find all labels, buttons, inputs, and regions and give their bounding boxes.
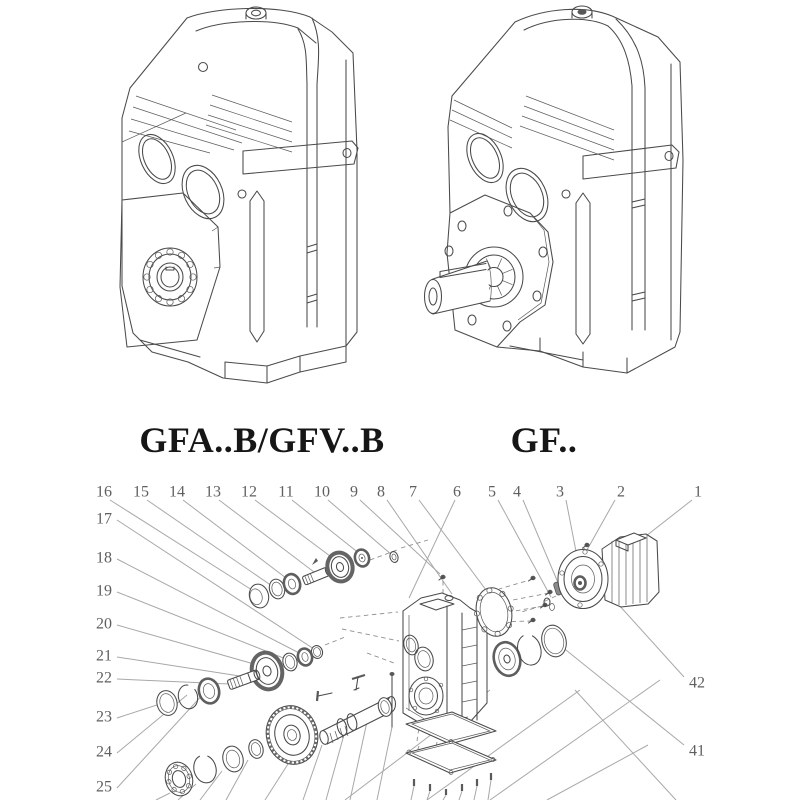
ball-bearing — [162, 759, 197, 799]
snap-ring — [176, 683, 201, 711]
oil-pan — [406, 740, 496, 775]
set-screw — [312, 558, 318, 565]
exploded-diagram — [96, 484, 705, 800]
leader-line-16 — [110, 500, 252, 590]
lower-bore — [174, 159, 232, 226]
callout-2: 2 — [617, 483, 625, 501]
callout-41: 41 — [689, 742, 705, 760]
callout-1: 1 — [694, 483, 702, 501]
callout-8: 8 — [377, 483, 385, 501]
callout-22: 22 — [96, 669, 112, 687]
output-bearing — [143, 248, 197, 306]
figure-right-label: GF.. — [510, 420, 578, 460]
exploded-parts — [154, 533, 659, 799]
leader-lines — [110, 500, 692, 788]
leader-line-8 — [387, 500, 452, 594]
upper-bore — [460, 128, 511, 189]
leader-line-13 — [219, 500, 314, 572]
bolt — [529, 618, 536, 623]
cooling-ribs — [129, 96, 242, 153]
leader-line-11 — [292, 500, 360, 554]
shim-ring — [538, 622, 569, 659]
mounting-strap — [583, 145, 679, 179]
callout-17: 17 — [96, 510, 112, 528]
callout-12: 12 — [241, 483, 257, 501]
leader-line-14 — [183, 500, 290, 581]
bearing — [490, 639, 524, 679]
leader-line-21 — [117, 657, 246, 677]
flange-hole — [199, 63, 208, 72]
leader-line-20 — [117, 625, 268, 668]
bolt — [529, 576, 536, 581]
end-cap — [247, 582, 272, 610]
callout-42: 42 — [689, 674, 705, 692]
callout-23: 23 — [96, 708, 112, 726]
leader-line-10 — [328, 500, 392, 555]
oil-seal — [154, 688, 180, 717]
callout-9: 9 — [350, 483, 358, 501]
front-strap — [307, 83, 317, 327]
callout-19: 19 — [96, 582, 112, 600]
washer — [389, 551, 400, 564]
bearing — [353, 548, 371, 568]
strap-bolt-hole — [343, 149, 351, 158]
leader-line-4 — [523, 500, 559, 585]
mounting-strap — [243, 141, 358, 174]
spacer-ring — [247, 738, 265, 760]
callout-5: 5 — [488, 483, 496, 501]
callout-10: 10 — [314, 483, 330, 501]
leader-line-15 — [147, 500, 272, 586]
callout-15: 15 — [133, 483, 149, 501]
callout-11: 11 — [278, 483, 294, 501]
pan-bolts — [414, 773, 491, 795]
callout-21: 21 — [96, 647, 112, 665]
leader-line-12 — [255, 500, 338, 562]
callout-18: 18 — [96, 549, 112, 567]
cooling-ribs — [450, 100, 512, 148]
callout-16: 16 — [96, 483, 112, 501]
dipstick-slot — [576, 193, 590, 344]
callout-24: 24 — [96, 743, 112, 761]
figure-solid-shaft-gearbox — [425, 6, 684, 373]
motor-unit — [558, 533, 659, 609]
washer — [550, 604, 555, 611]
leader-line-6 — [409, 500, 455, 598]
lower-bore — [498, 162, 556, 229]
figure-left-label: GFA..B/GFV..B — [139, 420, 385, 460]
leader-line-18 — [117, 559, 305, 656]
callout-25: 25 — [96, 778, 112, 796]
callout-3: 3 — [556, 483, 564, 501]
callout-20: 20 — [96, 615, 112, 633]
callout-13: 13 — [205, 483, 221, 501]
callout-14: 14 — [169, 483, 185, 501]
callout-4: 4 — [513, 483, 521, 501]
callout-7: 7 — [409, 483, 417, 501]
breather-plug — [352, 675, 365, 690]
dipstick-slot — [250, 191, 264, 342]
intermediate-pinion-shaft — [227, 669, 261, 690]
output-gear — [260, 700, 325, 770]
breather-plug — [317, 691, 332, 701]
callout-6: 6 — [453, 483, 461, 501]
figure-hollow-shaft-gearbox — [120, 7, 358, 383]
leader-line-7 — [419, 500, 492, 598]
bearing-cone — [196, 676, 222, 705]
strap-bolt-hole — [665, 152, 673, 161]
leader-line-9 — [360, 500, 440, 574]
callout-labels — [96, 484, 705, 796]
upper-bore — [132, 129, 183, 190]
washer — [220, 744, 246, 774]
